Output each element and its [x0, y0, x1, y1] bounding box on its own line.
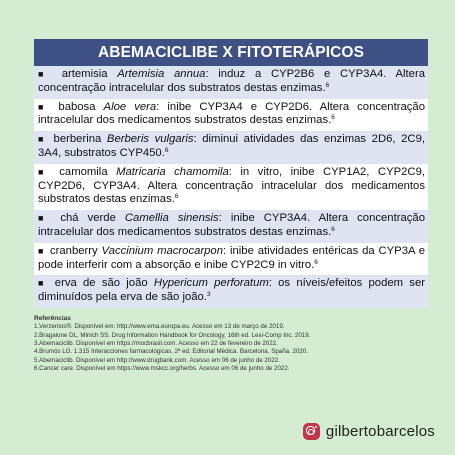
reference-item: 2.Bragalone DL, Minich SS. Drug Information Handbook for Oncology, 16th ed. Lexi-Comp Inc. 2019.	[34, 331, 311, 339]
instagram-handle: gilbertobarcelos	[325, 423, 435, 440]
reference-number: 3	[206, 291, 211, 299]
herb-scientific-name: Matricaria chamomila	[116, 165, 229, 178]
list-item	[34, 99, 428, 132]
reference-number: 6	[331, 225, 335, 233]
herb-scientific-name: Berberis vulgaris	[106, 133, 194, 146]
list-item	[34, 66, 428, 99]
herb-common-name: chá verde	[60, 212, 125, 225]
list-item	[34, 164, 428, 210]
herb-interaction-text: : in vitro, inibe CYP1A2, CYP2C9, CYP2D6, CYP3A4. Altera concentração intracelular dos medicamentos substratos destas enzimas.	[38, 165, 426, 206]
bullet-square-icon: ■	[38, 213, 50, 224]
reference-item: 1.Verzenios®. Disponível em: http://www.ema.europa.eu. Acesso em 13 de março de 2019.	[34, 323, 285, 331]
reference-number: 6	[325, 81, 330, 89]
list-item	[34, 131, 428, 164]
herb-common-name: berberina	[53, 133, 107, 146]
bullet-square-icon: ■	[38, 101, 49, 112]
herb-scientific-name: Artemisia annua	[117, 68, 206, 80]
herb-common-name: cranberry	[49, 244, 102, 257]
reference-item: 5.Abemaciclib. Disponível em http://www.drugbank.com. Acesso em 06 de junho de 2022.	[34, 356, 280, 364]
references-title: Referências	[34, 314, 71, 322]
herb-interaction-text: : inibe CYP3A4 e CYP2D6. Altera concentração intracelular dos medicamentos substratos destas enzimas.	[38, 100, 425, 127]
bullet-square-icon: ■	[38, 245, 45, 256]
herb-common-name: artemisia	[61, 68, 118, 80]
bullet-square-icon: ■	[38, 69, 50, 79]
herb-interaction-text: : os níveis/efeitos podem ser diminuídos pela erva de são joão.	[38, 277, 425, 304]
herb-common-name: babosa	[58, 100, 104, 113]
reference-number: 6	[164, 146, 169, 154]
herb-interaction-text: : inibe atividades entéricas da CYP3A e pode interferir com a absorção e inibe CYP2C9 in vitro.	[38, 244, 426, 271]
reference-number: 6	[174, 193, 179, 201]
list-item	[34, 275, 428, 308]
interaction-list	[34, 66, 428, 308]
herb-common-name: camomila	[59, 165, 117, 178]
herb-interaction-text: : induz a CYP2B6 e CYP3A4. Altera concentração intracelular dos substratos destas enzimas.	[38, 68, 426, 94]
herb-common-name: erva de são joão	[54, 277, 154, 290]
instagram-icon	[303, 423, 320, 440]
list-item	[34, 210, 428, 243]
herb-scientific-name: Vaccinium macrocarpon	[101, 244, 224, 257]
herb-scientific-name: Camellia sinensis	[124, 212, 219, 225]
herb-interaction-text: : diminui atividades das enzimas 2D6, 2C9, 3A4, substratos CYP450.	[38, 133, 426, 159]
content-card	[34, 39, 428, 373]
bullet-square-icon: ■	[38, 278, 47, 289]
herb-interaction-text: : inibe CYP3A4. Altera concentração intracelular dos medicamentos substratos destas enzimas.	[38, 212, 425, 238]
reference-item: 6.Cancer care. Disponível em https://www.mskcc.org/herbs. Acesso em 06 de junho de 2022.	[34, 365, 290, 373]
reference-number: 6	[331, 114, 335, 122]
page-title: ABEMACICLIBE X FITOTERÁPICOS	[34, 39, 428, 66]
herb-scientific-name: Aloe vera	[103, 100, 157, 113]
herb-scientific-name: Hypericum perforatum	[153, 277, 269, 290]
bullet-square-icon: ■	[38, 134, 46, 145]
bullet-square-icon: ■	[38, 166, 49, 177]
reference-item: 3.Abemaciclib. Disponível em https://mocbrasil.com. Acesso em 22 de fevereiro de 2022.	[34, 339, 278, 347]
reference-item: 4.Brumós LG. 1.315 Interacciones farmacológicas, 2ª ed. Editorial Médica. Barcelona. Spaña. 2020.	[34, 348, 309, 356]
reference-number: 6	[314, 258, 318, 266]
references-section	[34, 315, 428, 373]
list-item	[34, 243, 428, 276]
author-credit	[303, 423, 435, 440]
